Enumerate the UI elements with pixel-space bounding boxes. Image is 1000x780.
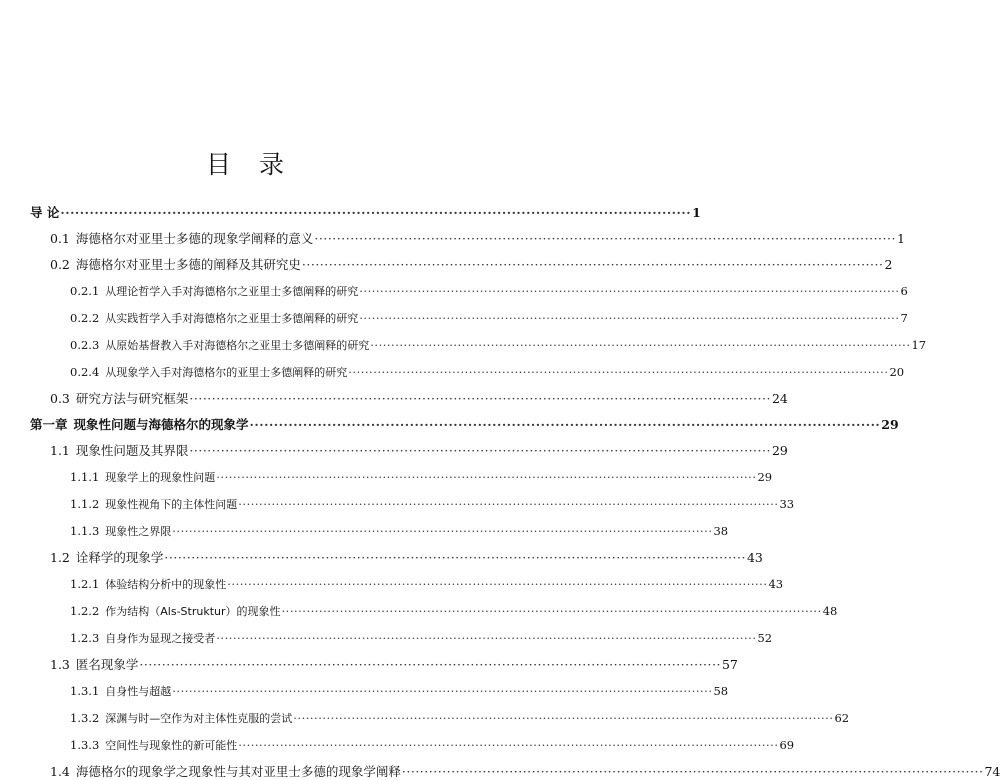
toc-entry-title: 现象性视角下的主体性问题: [105, 498, 238, 511]
toc-entry-number: 0.2: [50, 257, 70, 272]
toc-leader-dots: [281, 603, 823, 619]
toc-entry-page: 33: [779, 497, 795, 511]
toc-entry-number: 1.1.3: [70, 524, 100, 538]
toc-leader-dots: [138, 657, 722, 673]
toc-entry-title: 作为结构（Als-Struktur）的现象性: [105, 605, 281, 618]
toc-entry: [30, 417, 899, 433]
toc-entry-title: 诠释学的现象学: [75, 550, 164, 565]
toc-entry-page: 2: [884, 257, 893, 272]
toc-leader-dots: [347, 364, 889, 380]
toc-leader-dots: [226, 576, 768, 592]
toc-entry-page: 29: [881, 417, 899, 432]
toc-entry-page: 17: [911, 338, 927, 352]
toc-entry-number: 1.1: [50, 443, 70, 458]
toc-entry-title: 从现象学入手对海德格尔的亚里士多德阐释的研究: [105, 366, 348, 379]
toc-entry-title: 自身性与超越: [105, 685, 172, 698]
toc-entry-page: 38: [713, 524, 729, 538]
toc-entry-number: 0.3: [50, 391, 70, 406]
toc-leader-dots: [188, 443, 772, 459]
toc-leader-dots: [358, 283, 900, 299]
toc-entry-title: 现象性问题及其界限: [75, 443, 189, 458]
toc-leader-dots: [171, 523, 713, 539]
toc-entry: [70, 603, 838, 620]
toc-entry-number: 1.2.1: [70, 577, 100, 591]
toc-entry-title: 研究方法与研究框架: [75, 391, 189, 406]
toc-entry: [50, 231, 905, 247]
toc-leader-dots: [313, 231, 897, 247]
toc-entry: [70, 523, 729, 540]
toc-entry-title: 导 论: [30, 205, 60, 220]
toc-entry: [70, 576, 784, 593]
toc-entry-page: 1: [896, 231, 905, 246]
toc-entry: [50, 764, 1000, 780]
toc-leader-dots: [163, 550, 747, 566]
toc-leader-dots: [292, 710, 834, 726]
table-of-contents: [30, 205, 1000, 780]
toc-entry: [30, 205, 701, 221]
toc-entry-page: 43: [746, 550, 763, 565]
toc-leader-dots: [401, 764, 985, 780]
toc-entry-title: 深渊与时—空作为对主体性克服的尝试: [105, 712, 293, 725]
toc-entry: [70, 469, 773, 486]
toc-entry-number: 1.3.1: [70, 684, 100, 698]
toc-entry: [70, 283, 908, 300]
toc-entry-number: 0.2.1: [70, 284, 100, 298]
toc-entry-title: 体验结构分析中的现象性: [105, 578, 227, 591]
toc-leader-dots: [358, 310, 900, 326]
toc-entry-title: 海德格尔对亚里士多德的现象学阐释的意义: [75, 231, 314, 246]
toc-leader-dots: [249, 417, 882, 433]
toc-entry-title: 从实践哲学入手对海德格尔之亚里士多德阐释的研究: [105, 312, 359, 325]
toc-entry-page: 24: [771, 391, 788, 406]
toc-entry-page: 74: [984, 764, 1000, 779]
toc-entry: [50, 550, 763, 566]
toc-entry-page: 57: [721, 657, 738, 672]
toc-entry: [70, 630, 773, 647]
toc-entry: [50, 391, 788, 407]
toc-leader-dots: [59, 205, 692, 221]
toc-entry-number: 0.2.3: [70, 338, 100, 352]
toc-entry-page: 48: [822, 604, 838, 618]
toc-entry-number: 0.2.2: [70, 311, 100, 325]
toc-entry-page: 43: [768, 577, 784, 591]
toc-entry: [70, 364, 905, 381]
toc-entry-title: 自身作为显现之接受者: [105, 632, 216, 645]
toc-leader-dots: [215, 630, 757, 646]
toc-entry-page: 69: [779, 738, 795, 752]
toc-entry-title: 海德格尔的现象学之现象性与其对亚里士多德的现象学阐释: [75, 764, 401, 779]
toc-entry-page: 29: [757, 470, 773, 484]
toc-leader-dots: [237, 496, 779, 512]
toc-entry-number: 1.3: [50, 657, 70, 672]
toc-entry-number: 1.4: [50, 764, 70, 779]
toc-entry-number: 1.3.2: [70, 711, 100, 725]
toc-entry: [50, 257, 893, 273]
toc-entry-number: 1.1.1: [70, 470, 100, 484]
toc-entry-page: 7: [900, 311, 908, 325]
toc-entry: [70, 710, 850, 727]
toc-leader-dots: [188, 391, 772, 407]
toc-entry: [70, 496, 795, 513]
toc-entry: [70, 683, 729, 700]
toc-entry-number: 1.2.2: [70, 604, 100, 618]
toc-entry: [70, 310, 908, 327]
toc-entry-title: 匿名现象学: [75, 657, 139, 672]
toc-leader-dots: [301, 257, 885, 273]
toc-entry-page: 29: [771, 443, 788, 458]
toc-entry-page: 20: [889, 365, 905, 379]
toc-entry-title: 海德格尔对亚里士多德的阐释及其研究史: [75, 257, 301, 272]
toc-entry-number: 1.2.3: [70, 631, 100, 645]
toc-leader-dots: [369, 337, 911, 353]
toc-entry-page: 6: [900, 284, 908, 298]
toc-entry-page: 1: [692, 205, 701, 220]
toc-entry-title: 现象性问题与海德格尔的现象学: [73, 417, 249, 432]
toc-entry: [70, 737, 795, 754]
toc-entry-number: 0.2.4: [70, 365, 100, 379]
toc-entry-title: 从原始基督教入手对海德格尔之亚里士多德阐释的研究: [105, 339, 370, 352]
toc-entry-title: 从理论哲学入手对海德格尔之亚里士多德阐释的研究: [105, 285, 359, 298]
toc-entry: [50, 443, 788, 459]
page-title: 目 录: [206, 150, 294, 179]
toc-entry-number: 0.1: [50, 231, 70, 246]
toc-entry-page: 62: [834, 711, 850, 725]
toc-leader-dots: [215, 469, 757, 485]
toc-entry-title: 空间性与现象性的新可能性: [105, 739, 238, 752]
toc-entry-title: 现象学上的现象性问题: [105, 471, 216, 484]
toc-entry-number: 1.2: [50, 550, 70, 565]
toc-entry-number: 1.3.3: [70, 738, 100, 752]
toc-entry: [70, 337, 927, 354]
toc-entry-title: 现象性之界限: [105, 525, 172, 538]
toc-entry-page: 58: [713, 684, 729, 698]
toc-entry: [50, 657, 738, 673]
toc-leader-dots: [237, 737, 779, 753]
toc-entry-number: 第一章: [30, 417, 68, 432]
toc-leader-dots: [171, 683, 713, 699]
toc-entry-page: 52: [757, 631, 773, 645]
toc-entry-number: 1.1.2: [70, 497, 100, 511]
